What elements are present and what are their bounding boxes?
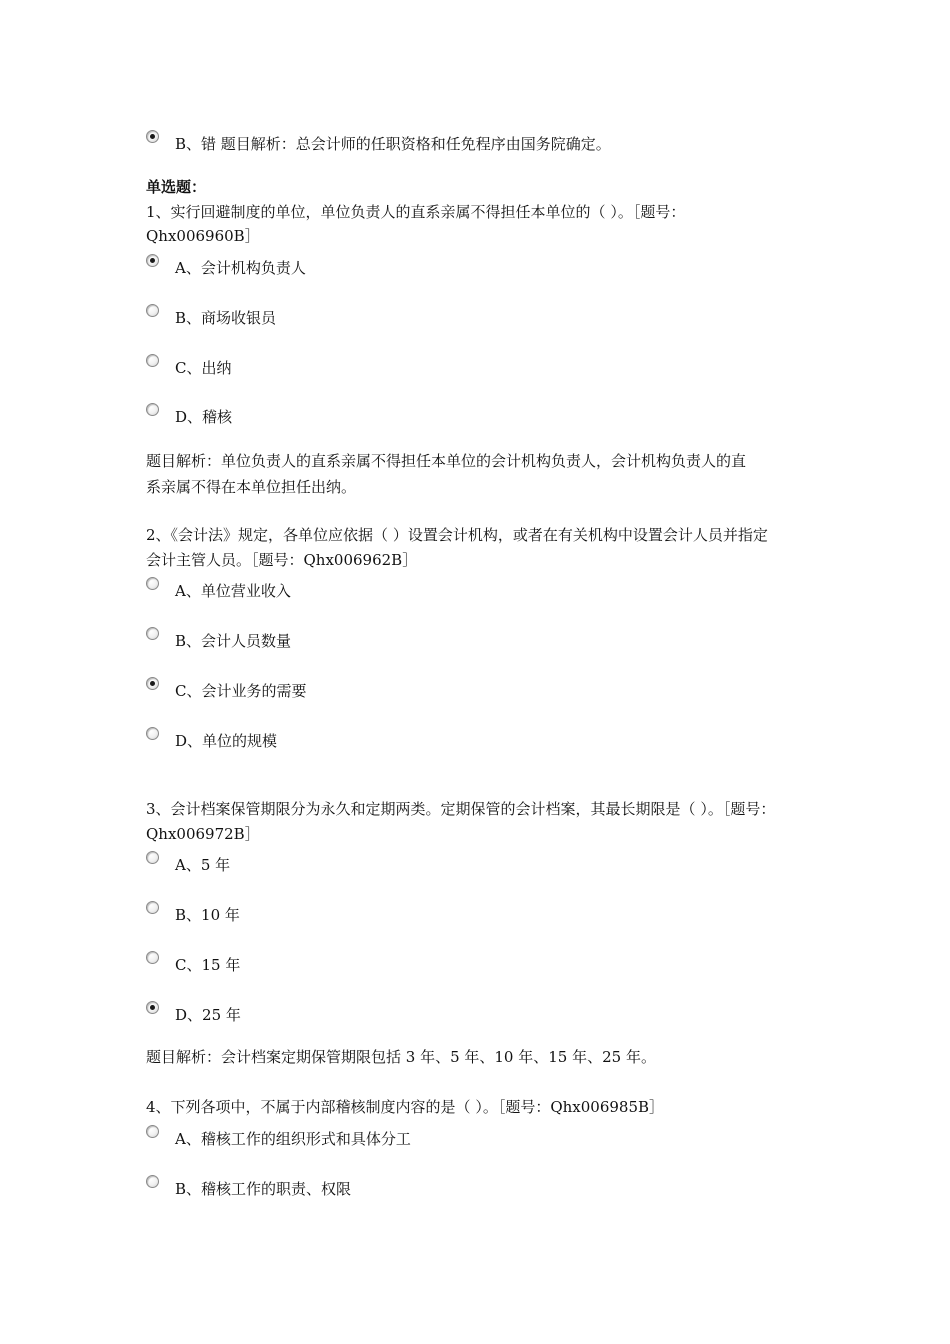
q3-explanation: 题目解析：会计档案定期保管期限包括 3 年、5 年、10 年、15 年、25 年。 bbox=[146, 1048, 656, 1066]
option-label: D、稽核 bbox=[175, 408, 233, 426]
radio-button[interactable] bbox=[146, 254, 159, 267]
option-label: A、会计机构负责人 bbox=[175, 259, 306, 277]
section-heading: 单选题： bbox=[146, 178, 207, 196]
radio-button[interactable] bbox=[146, 1001, 159, 1014]
option-label: A、单位营业收入 bbox=[175, 582, 291, 600]
option-label: B、商场收银员 bbox=[175, 309, 277, 327]
option-label: D、单位的规模 bbox=[175, 732, 278, 750]
q3-text-line2: Qhx006972B］ bbox=[146, 825, 260, 843]
radio-button[interactable] bbox=[146, 951, 159, 964]
radio-button[interactable] bbox=[146, 130, 159, 143]
option-label: A、5 年 bbox=[175, 856, 231, 874]
q4-text-line1: 4、下列各项中，不属于内部稽核制度内容的是（ ）。［题号：Qhx006985B］ bbox=[146, 1098, 665, 1116]
q1-explanation-line1: 题目解析：单位负责人的直系亲属不得担任本单位的会计机构负责人，会计机构负责人的直 bbox=[146, 452, 747, 470]
option-label: C、15 年 bbox=[175, 956, 241, 974]
radio-button[interactable] bbox=[146, 727, 159, 740]
radio-button[interactable] bbox=[146, 354, 159, 367]
option-label: B、10 年 bbox=[175, 906, 240, 924]
q1-explanation-line2: 系亲属不得在本单位担任出纳。 bbox=[146, 478, 357, 496]
radio-button[interactable] bbox=[146, 627, 159, 640]
radio-button[interactable] bbox=[146, 677, 159, 690]
q1-text-line2: Qhx006960B］ bbox=[146, 227, 260, 245]
option-label: A、稽核工作的组织形式和具体分工 bbox=[175, 1130, 411, 1148]
option-label: D、25 年 bbox=[175, 1006, 241, 1024]
option-label: C、出纳 bbox=[175, 359, 232, 377]
q2-text-line2: 会计主管人员。［题号：Qhx006962B］ bbox=[146, 551, 418, 569]
q2-text-line1: 2、《会计法》规定，各单位应依据（ ）设置会计机构，或者在有关机构中设置会计人员并指定 bbox=[146, 526, 768, 544]
radio-button[interactable] bbox=[146, 901, 159, 914]
radio-button[interactable] bbox=[146, 403, 159, 416]
radio-button[interactable] bbox=[146, 851, 159, 864]
option-label: B、会计人员数量 bbox=[175, 632, 292, 650]
option-label: B、错 题目解析：总会计师的任职资格和任免程序由国务院确定。 bbox=[175, 135, 611, 153]
radio-button[interactable] bbox=[146, 1125, 159, 1138]
option-label: C、会计业务的需要 bbox=[175, 682, 307, 700]
radio-button[interactable] bbox=[146, 1175, 159, 1188]
q3-text-line1: 3、会计档案保管期限分为永久和定期两类。定期保管的会计档案，其最长期限是（ ）。［题号： bbox=[146, 800, 776, 818]
q1-text-line1: 1、实行回避制度的单位，单位负责人的直系亲属不得担任本单位的（ ）。［题号： bbox=[146, 203, 686, 221]
option-label: B、稽核工作的职责、权限 bbox=[175, 1180, 352, 1198]
radio-button[interactable] bbox=[146, 304, 159, 317]
radio-button[interactable] bbox=[146, 577, 159, 590]
